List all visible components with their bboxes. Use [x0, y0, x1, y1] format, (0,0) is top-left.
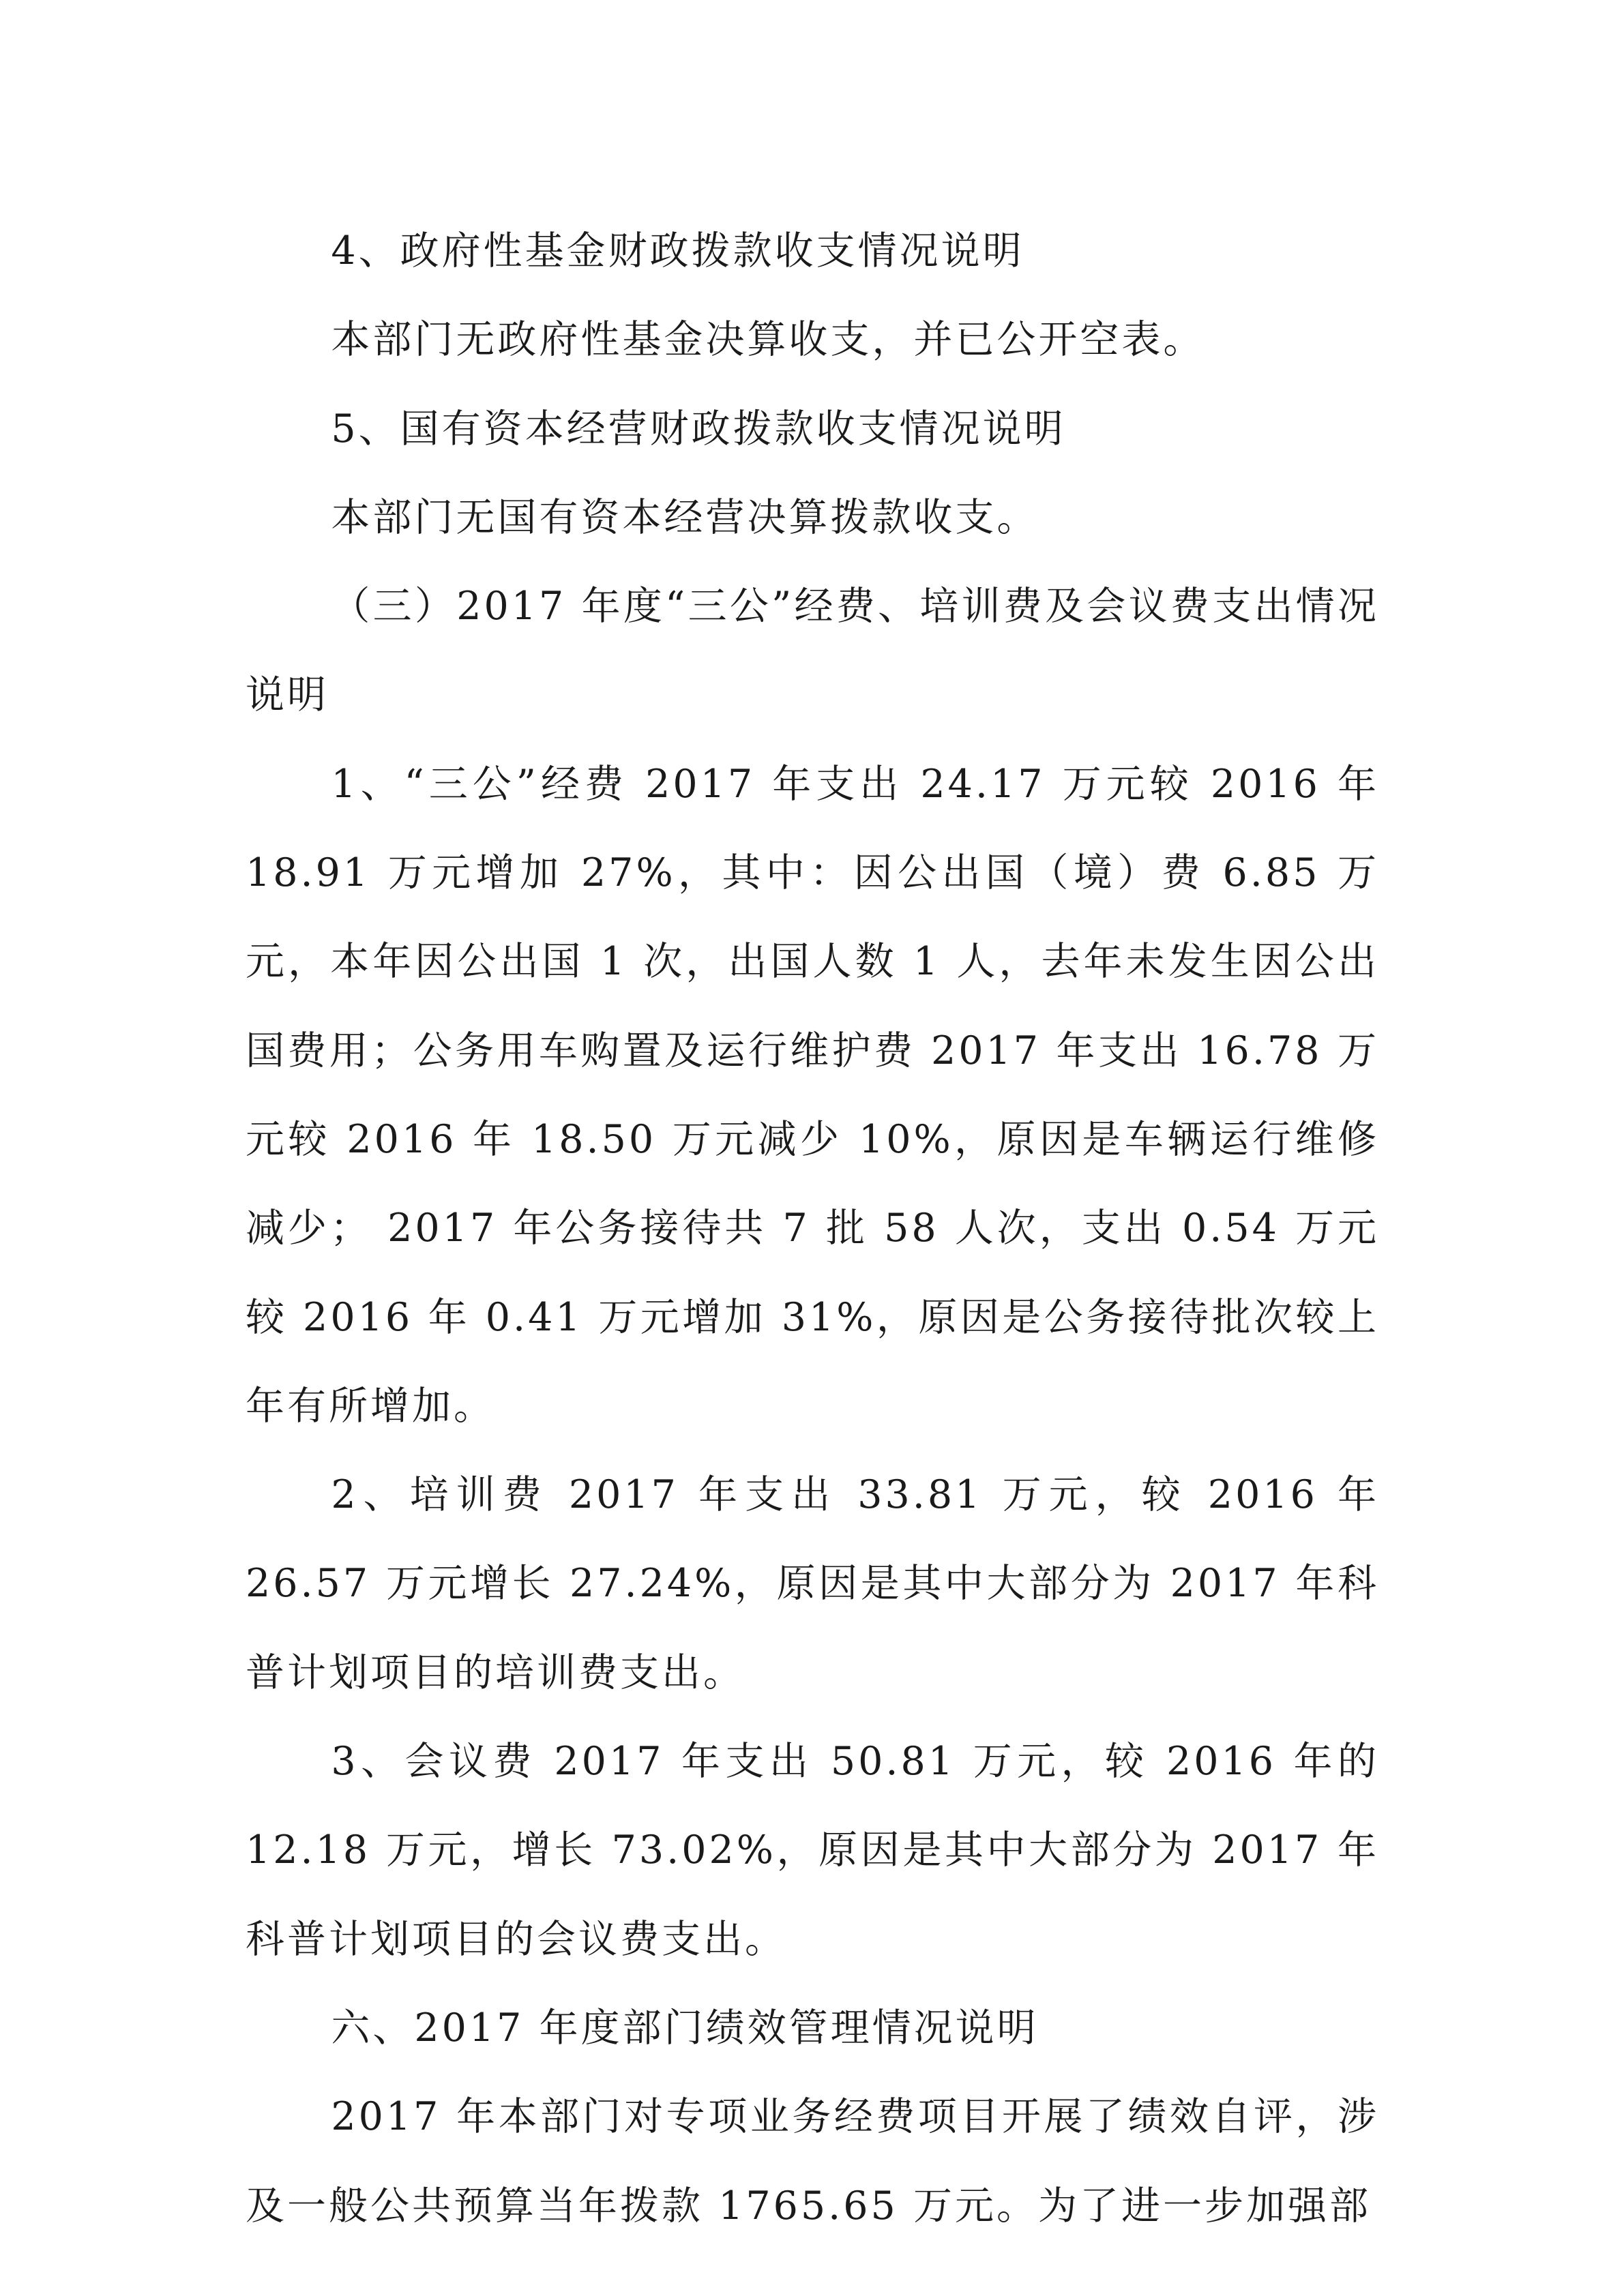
paragraph-state-capital-heading: 5、国有资本经营财政拨款收支情况说明 — [331, 406, 1066, 451]
paragraph-three-public-heading: （三）2017 年度“三公”经费、培训费及会议费支出情况说明 — [246, 584, 1379, 718]
paragraph-gov-fund-heading: 4、政府性基金财政拨款收支情况说明 — [331, 228, 1024, 273]
document-body — [246, 207, 1379, 2250]
paragraph-state-capital-text: 本部门无国有资本经营决算拨款收支。 — [331, 494, 1039, 540]
paragraph-performance-text: 2017 年本部门对专项业务经费项目开展了绩效自评，涉及一般公共预算当年拨款 1765.65 万元。为了进一步加强部 — [246, 2094, 1379, 2228]
paragraph-meeting-fees: 3、会议费 2017 年支出 50.81 万元，较 2016 年的 12.18 万元，增长 73.02%，原因是其中大部分为 2017 年科普计划项目的会议费支出。 — [246, 1739, 1379, 1962]
paragraph-training-fees: 2、培训费 2017 年支出 33.81 万元，较 2016 年 26.57 万元增长 27.24%，原因是其中大部分为 2017 年科普计划项目的培训费支出。 — [246, 1472, 1379, 1695]
paragraph-gov-fund-text: 本部门无政府性基金决算收支，并已公开空表。 — [331, 317, 1205, 363]
paragraph-three-public-expenses: 1、“三公”经费 2017 年支出 24.17 万元较 2016 年 18.91 万元增加 27%，其中：因公出国（境）费 6.85 万元，本年因公出国 1 次，出国人数 1 人，去年未发生因公出国费用；公务用车购置及运行维护费 2017 年支出 16.78 万元较 2016 年 18.50 万元减少 10%，原因是车辆运行维修减少； 2017 年公务接待共 7 批 58 人次，支出 0.54 万元较 2016 年 0.41 万元增加 31%，原因是公务接待批次较上年有所增加。 — [246, 761, 1379, 1429]
paragraph-performance-heading: 六、2017 年度部门绩效管理情况说明 — [331, 2005, 1039, 2051]
